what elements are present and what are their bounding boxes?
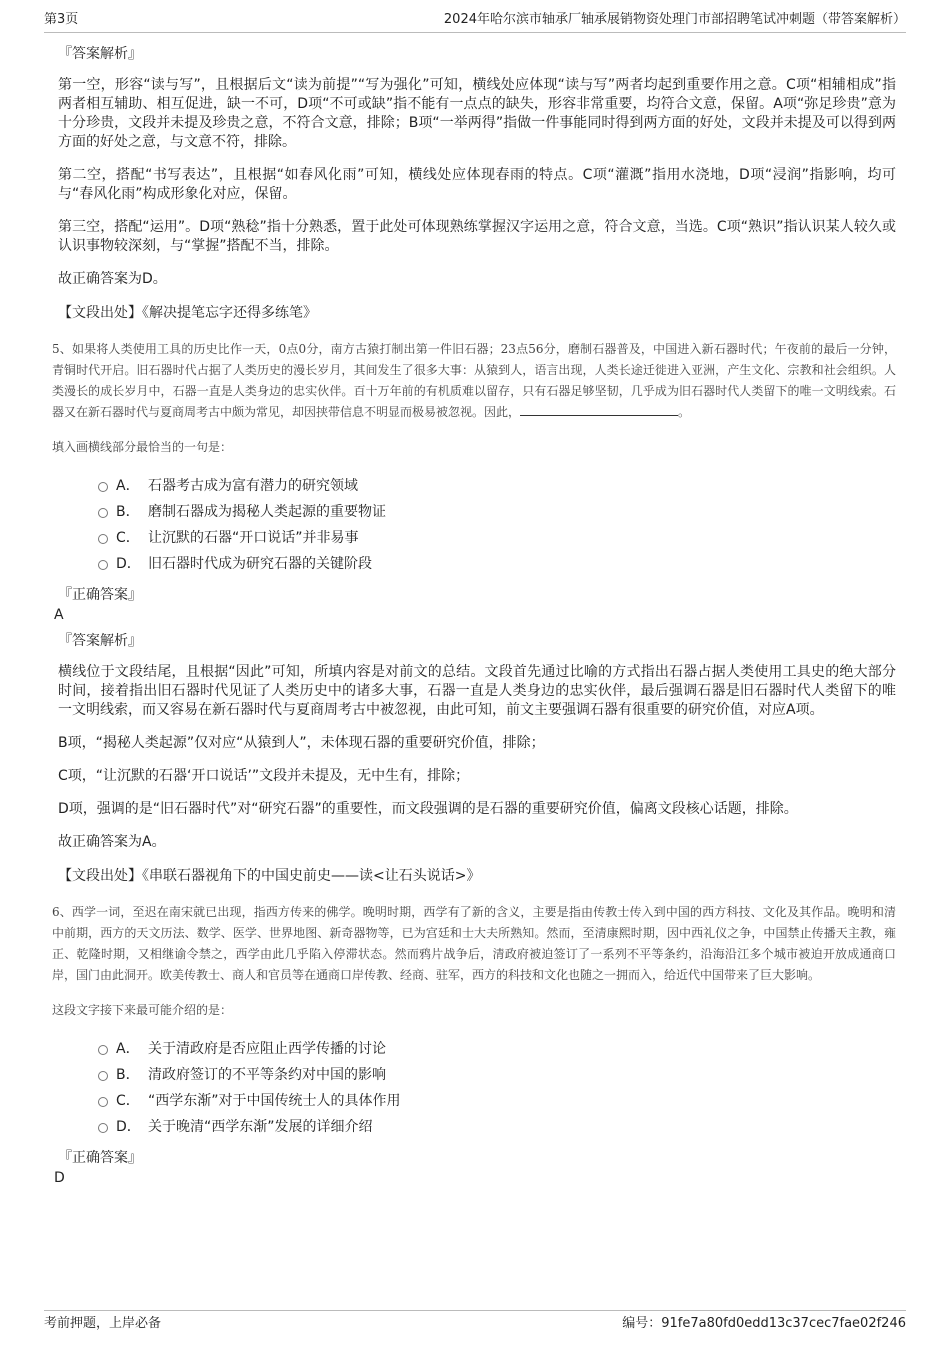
q5-answer: A <box>54 607 64 623</box>
option-text: 清政府签订的不平等条约对中国的影响 <box>148 1067 386 1083</box>
option-text: 关于晚清“西学东渐”发展的详细介绍 <box>148 1119 373 1135</box>
q5-option-b[interactable] <box>98 499 896 525</box>
option-letter: B． <box>116 1067 140 1083</box>
radio-circle-icon[interactable] <box>98 1123 108 1133</box>
option-text: 石器考古成为富有潜力的研究领域 <box>148 478 358 494</box>
q5-question-text <box>52 339 896 423</box>
option-text: 旧石器时代成为研究石器的关键阶段 <box>148 556 372 572</box>
option-letter: A． <box>116 1041 140 1057</box>
q6-prompt: 这段文字接下来最可能介绍的是： <box>52 1003 233 1017</box>
q6-answer: D <box>54 1170 65 1186</box>
radio-circle-icon[interactable] <box>98 560 108 570</box>
q6-question-text: 6、西学一词，至迟在南宋就已出现，指西方传来的佛学。晚明时期，西学有了新的含义，主要是指由传教士传入到中国的西方科技、文化及其作品。晚明和清中前期，西方的天文历法、数学、医学、世界地图、新奇器物等，已为宫廷和士大夫所熟知。然而，至清康熙时期，因中西礼仪之争，中国禁止传播天主教，雍正、乾隆时期，又相继谕令禁之，西学由此几乎陷入停滞状态。然而鸦片战争后，清政府被迫签订了一系列不平等条约，沿海沿江多个城市被迫开放成通商口岸，国门由此洞开。欧美传教士、商人和官员等在通商口岸传教、经商、驻军，西方的科技和文化也随之一拥而入，给近代中国带来了巨大影响。 <box>52 905 896 982</box>
radio-circle-icon[interactable] <box>98 1097 108 1107</box>
q5-answer-conclusion: 故正确答案为A。 <box>58 834 166 850</box>
q4-analysis-para: 第二空，搭配“书写表达”，且根据“如春风化雨”可知，横线处应体现春雨的特点。C项“灌溉”指用水浇地，D项“浸润”指影响，均可与“春风化雨”构成形象化对应，保留。 <box>58 167 896 202</box>
document-id: 编号：91fe7a80fd0edd13c37cec7fae02f246 <box>622 1316 906 1331</box>
page-number: 第3页 <box>44 12 79 27</box>
page-content <box>52 44 896 1194</box>
q5-answer-title: 『正确答案』 <box>58 587 142 603</box>
option-letter: C． <box>116 1093 140 1109</box>
option-letter: C． <box>116 530 140 546</box>
option-letter: B． <box>116 504 140 520</box>
radio-circle-icon[interactable] <box>98 482 108 492</box>
q5-analysis-para: D项，强调的是“旧石器时代”对“研究石器”的重要性，而文段强调的是石器的重要研究价值，偏离文段核心话题，排除。 <box>58 801 798 817</box>
option-letter: D． <box>116 1119 141 1135</box>
radio-circle-icon[interactable] <box>98 1071 108 1081</box>
q4-analysis-title: 『答案解析』 <box>58 46 142 62</box>
q5-blank-line <box>520 403 678 416</box>
q5-text-before: 5、如果将人类使用工具的历史比作一天，0点0分，南方古猿打制出第一件旧石器；23点56分，磨制石器普及，中国进入新石器时代；午夜前的最后一分钟，青铜时代开启。旧石器时代占据了人类历史的漫长岁月，其间发生了很多大事：从猿到人，语言出现，人类长途迁徙进入亚洲，产生文化、宗教和社会组织。人类漫长的成长岁月中，石器一直是人类身边的忠实伙伴。百十万年前的有机质难以留存，只有石器足够坚韧，几乎成为旧石器时代人类留下的唯一文明线索。石器又在新石器时代与夏商周考古中颇为常见，却因挟带信息不明显而极易被忽视。因此， <box>52 342 896 419</box>
q5-text-after: 。 <box>678 405 691 419</box>
q5-option-d[interactable] <box>98 551 896 577</box>
page-footer <box>44 1310 906 1335</box>
radio-circle-icon[interactable] <box>98 1045 108 1055</box>
radio-circle-icon[interactable] <box>98 508 108 518</box>
q5-analysis-para: B项，“揭秘人类起源”仅对应“从猿到人”，未体现石器的重要研究价值，排除； <box>58 735 545 751</box>
option-letter: A． <box>116 478 140 494</box>
q5-option-a[interactable] <box>98 473 896 499</box>
footer-slogan: 考前押题，上岸必备 <box>44 1316 162 1331</box>
document-title: 2024年哈尔滨市轴承厂轴承展销物资处理门市部招聘笔试冲刺题（带答案解析） <box>443 12 906 27</box>
option-text: 关于清政府是否应阻止西学传播的讨论 <box>148 1041 386 1057</box>
q5-analysis-para: C项，“让沉默的石器‘开口说话’”文段并未提及，无中生有，排除； <box>58 768 470 784</box>
option-letter: D． <box>116 556 141 572</box>
q5-analysis-para: 横线位于文段结尾，且根据“因此”可知，所填内容是对前文的总结。文段首先通过比喻的方式指出石器占据人类使用工具史的绝大部分时间，接着指出旧石器时代见证了人类历史中的诸多大事，石器一直是人类身边的忠实伙伴，最后强调石器是旧石器时代人类留下的唯一文明线索，而又容易在新石器时代与夏商周考古中被忽视，由此可知，前文主要强调石器有很重要的研究价值，对应A项。 <box>58 664 896 718</box>
option-text: “西学东渐”对于中国传统士人的具体作用 <box>148 1093 401 1109</box>
q4-analysis-para: 第一空，形容“读与写”，且根据后文“读为前提”“写为强化”可知，横线处应体现“读与写”两者均起到重要作用之意。C项“相辅相成”指两者相互辅助、相互促进，缺一不可，D项“不可或缺”指不能有一点点的缺失，形容非常重要，均符合文意，保留。A项“弥足珍贵”意为十分珍贵，文段并未提及珍贵之意，不符合文意，排除；B项“一举两得”指做一件事能同时得到两方面的好处，文段并未提及可以得到两方面的好处之意，与文意不符，排除。 <box>58 77 896 150</box>
q6-option-b[interactable] <box>98 1062 896 1088</box>
q5-option-c[interactable] <box>98 525 896 551</box>
q5-analysis-title: 『答案解析』 <box>58 633 142 649</box>
q6-answer-title: 『正确答案』 <box>58 1150 142 1166</box>
q5-prompt: 填入画横线部分最恰当的一句是： <box>52 440 233 454</box>
q4-answer-conclusion: 故正确答案为D。 <box>58 271 167 287</box>
q5-options <box>98 473 896 577</box>
q4-analysis-para: 第三空，搭配“运用”。D项“熟稔”指十分熟悉，置于此处可体现熟练掌握汉字运用之意，符合文意，当选。C项“熟识”指认识某人较久或认识事物较深刻，与“掌握”搭配不当，排除。 <box>58 219 896 254</box>
q5-source: 【文段出处】《串联石器视角下的中国史前史——读<让石头说话>》 <box>58 868 481 884</box>
q6-option-d[interactable] <box>98 1114 896 1140</box>
option-text: 磨制石器成为揭秘人类起源的重要物证 <box>148 504 386 520</box>
q4-source: 【文段出处】《解决提笔忘字还得多练笔》 <box>58 305 317 321</box>
page-header <box>44 8 906 33</box>
q6-options <box>98 1036 896 1140</box>
q6-option-c[interactable] <box>98 1088 896 1114</box>
q6-option-a[interactable] <box>98 1036 896 1062</box>
radio-circle-icon[interactable] <box>98 534 108 544</box>
option-text: 让沉默的石器“开口说话”并非易事 <box>148 530 359 546</box>
